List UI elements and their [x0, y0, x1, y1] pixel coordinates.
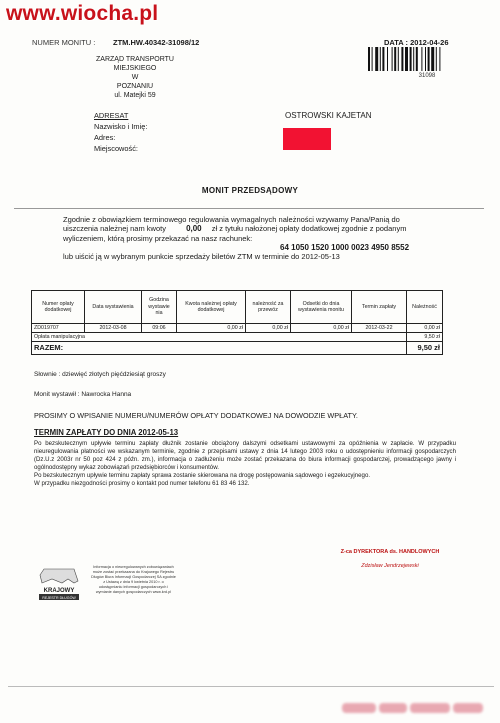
total-label: RAZEM:	[32, 342, 407, 355]
addressee-block	[94, 110, 147, 154]
intro-line: Zgodnie z obowiązkiem terminowego regulowania wymagalnych należności wzywamy Pana/Panią do	[63, 215, 400, 224]
sender-line: W	[131, 74, 139, 81]
fee-value: 9,50 zł	[407, 333, 443, 342]
addressee-name: OSTROWSKI KAJETAN	[285, 111, 372, 120]
table-cell: 09:06	[142, 324, 177, 333]
table-header-cell: należność za przewóz	[246, 291, 291, 324]
table-header-cell: Data wystawienia	[85, 291, 142, 324]
svg-text:REJESTR DŁUGÓW: REJESTR DŁUGÓW	[42, 595, 76, 600]
name-label: Nazwisko i Imię:	[94, 122, 148, 131]
monit-number-label: NUMER MONITU :	[32, 38, 96, 47]
table-header-cell: Należność	[407, 291, 443, 324]
table-header-cell: Termin zapłaty	[352, 291, 407, 324]
sender-block	[85, 55, 185, 100]
sender-street: ul. Matejki 59	[114, 92, 156, 99]
intro-line: uiszczenia należnej nam kwoty 0,00 zł z tytułu nałożonej opłaty dodatkowej zgodnie z podanym	[63, 224, 407, 234]
krd-notice: Informacja o nieuregulowanych zobowiązaniach może zostać przekazana do Krajowego Rejestru Długów Biura Informacji Gospodarczej SA zgodnie z Ustawą z dnia 9 kwietnia 2010 r. o udostępnianiu informacji gospodarczych i wymianie danych gospodarczych www.krd.pl	[91, 565, 176, 594]
document-date: DATA : 2012-04-26	[384, 38, 449, 47]
stamp-signature: Zdzisław Jendrzejewski	[361, 563, 419, 569]
intro-line: lub uiścić ją w wybranym punkcie sprzedaży biletów ZTM w terminie do 2012-05-13	[63, 252, 340, 262]
svg-text:KRAJOWY: KRAJOWY	[43, 588, 75, 594]
legal-paragraph: W przypadku niezgodności prosimy o kontakt pod numer telefonu 61 83 46 132.	[34, 479, 250, 487]
barcode-icon	[368, 47, 468, 71]
table-header-cell: Kwota należnej opłaty dodatkowej	[177, 291, 246, 324]
payment-deadline: TERMIN ZAPŁATY DO DNIA 2012-05-13	[34, 428, 179, 437]
table-row	[32, 324, 443, 333]
redaction-box	[283, 128, 331, 150]
table-cell: 0,00 zł	[246, 324, 291, 333]
krd-logo-icon	[34, 565, 84, 603]
sender-name: ZARZĄD TRANSPORTU MIEJSKIEGO	[96, 56, 174, 72]
legal-paragraph: Po bezskutecznym upływie terminu zapłaty sprawa zostanie skierowana na drogę postępowania sądowego i egzekucyjnego.	[34, 471, 371, 479]
total-row	[32, 342, 443, 355]
table-header-row	[32, 291, 443, 324]
fee-label: Opłata manipulacyjna	[32, 333, 407, 342]
barcode-number: 31098	[418, 73, 436, 79]
table-header-cell: Odsetki do dnia wystawienia monitu	[291, 291, 352, 324]
amount-in-words: Słownie : dziewięć złotych pięćdziesiąt groszy	[34, 371, 166, 378]
sender-city: POZNANIU	[116, 83, 154, 90]
footer-separator	[8, 686, 494, 687]
table-cell: 0,00 zł	[291, 324, 352, 333]
table-cell: ZD019707	[32, 324, 85, 333]
fee-row	[32, 333, 443, 342]
table-header-cell: Numer opłaty dodatkowej	[32, 291, 85, 324]
watermark-logo: www.wiocha.pl	[6, 2, 159, 25]
issuer: Monit wystawił : Nawrocka Hanna	[34, 391, 132, 398]
payment-request: PROSIMY O WPISANIE NUMERU/NUMERÓW OPŁATY DODATKOWEJ NA DOWODZIE WPŁATY.	[34, 411, 358, 420]
intro-line: wyliczeniem, którą prosimy przekazać na nasz rachunek:	[63, 233, 253, 243]
total-value: 9,50 zł	[407, 342, 443, 355]
table-cell: 0,00 zł	[407, 324, 443, 333]
addressee-title: ADRESAT	[94, 111, 129, 120]
table-cell: 2012-03-22	[352, 324, 407, 333]
fees-table	[31, 290, 443, 355]
document-title: MONIT PRZEDSĄDOWY	[201, 186, 299, 195]
separator	[14, 208, 484, 209]
city-label: Miejscowość:	[94, 144, 138, 153]
legal-text	[34, 440, 456, 487]
signature-stamp	[320, 549, 460, 589]
blurred-footer-text	[342, 701, 490, 715]
stamp-title: Z-ca DYREKTORA ds. HANDLOWYCH	[340, 549, 440, 555]
monit-number: ZTM.HW.40342-31098/12	[113, 38, 200, 47]
intro-paragraph	[63, 215, 463, 261]
account-number: 64 1050 1520 1000 0023 4950 8552	[280, 242, 410, 252]
table-cell: 0,00 zł	[177, 324, 246, 333]
address-label: Adres:	[94, 133, 116, 142]
table-header-cell: Godzina wystawie nia	[142, 291, 177, 324]
table-cell: 2012-03-08	[85, 324, 142, 333]
legal-paragraph: Po bezskutecznym upływie terminu zapłaty dłużnik zostanie obciążony dalszymi odsetkami ustawowymi za opóźnienia w zapłacie. W przypadku nieuregulowania płatności we wskazanym terminie, zgodnie z przepisami ustawy z dnia 14 lutego 2003 roku o udostępnieniu informacji gospodarczych (Dz.U.z 2003r nr 50 poz 424 z późn. zm.), informacja o zadłużeniu może zostać przekazana do biura informacji gospodarczej, prowadzącego jawny i ogólnodostępny wykaz zobowiązań przedsiębiorców i konsumentów.	[34, 440, 456, 471]
amount-due: 0,00	[186, 224, 202, 234]
